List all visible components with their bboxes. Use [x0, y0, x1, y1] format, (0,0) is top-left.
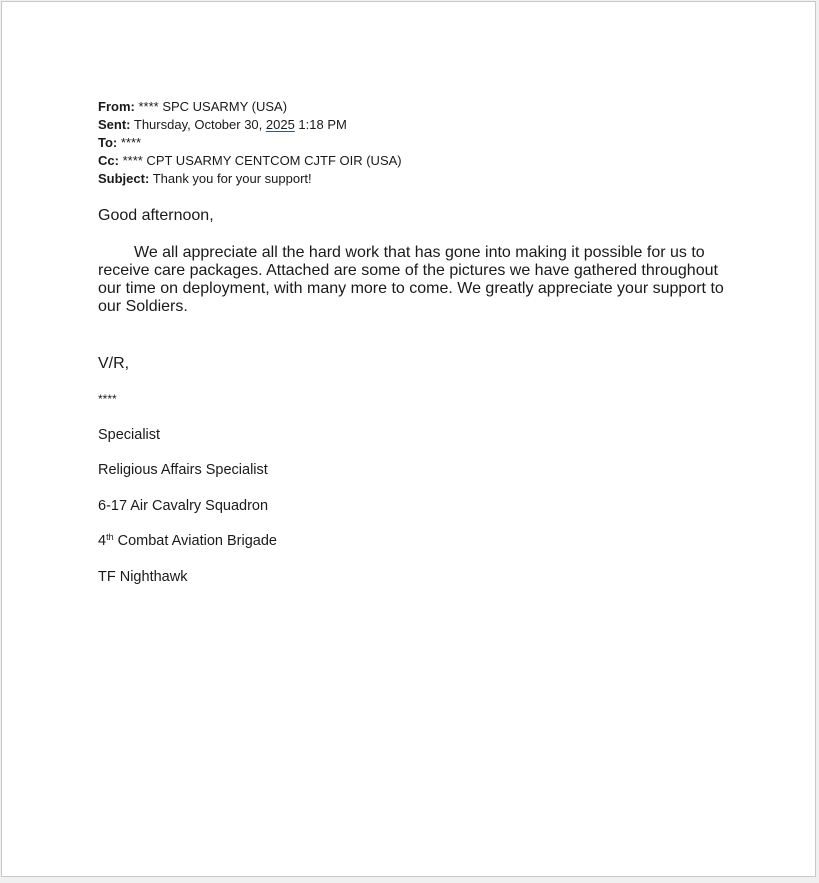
- cc-value: **** CPT USARMY CENTCOM CJTF OIR (USA): [122, 153, 402, 168]
- closing: V/R,: [98, 355, 130, 372]
- to-value: ****: [120, 135, 142, 150]
- greeting: Good afternoon,: [98, 207, 214, 224]
- signature-unit: 6-17 Air Cavalry Squadron: [98, 498, 269, 514]
- from-line: [98, 98, 402, 116]
- subject-label: Subject:: [98, 171, 150, 186]
- sent-time: 1:18 PM: [294, 117, 347, 132]
- cc-line: [98, 152, 402, 170]
- sent-line: [98, 116, 402, 134]
- sent-label: Sent:: [98, 117, 131, 132]
- signature-brigade: [98, 532, 277, 550]
- sent-year: 2025: [265, 117, 295, 132]
- cc-label: Cc:: [98, 153, 119, 168]
- from-label: From:: [98, 99, 135, 114]
- brigade-ordinal-suffix: th: [106, 532, 114, 542]
- from-value: **** SPC USARMY (USA): [138, 99, 288, 114]
- document-page: [1, 1, 816, 877]
- signature-name: ****: [98, 392, 117, 406]
- to-label: To:: [98, 135, 118, 150]
- body-paragraph: We all appreciate all the hard work that has gone into making it possible for us to receive care packages. Attached are some of the pictures we have gathered throughout our time on deployment, with many more to come. We greatly appreciate your support to our Soldiers.: [98, 244, 724, 315]
- email-header: [98, 98, 402, 188]
- signature-task-force: TF Nighthawk: [98, 569, 188, 585]
- subject-line: [98, 170, 402, 188]
- brigade-number: 4: [98, 533, 107, 549]
- subject-value: Thank you for your support!: [152, 171, 312, 186]
- signature-position: Religious Affairs Specialist: [98, 462, 268, 478]
- sent-date: Thursday, October 30,: [133, 117, 266, 132]
- signature-rank: Specialist: [98, 427, 161, 443]
- brigade-name: Combat Aviation Brigade: [113, 533, 277, 549]
- to-line: [98, 134, 402, 152]
